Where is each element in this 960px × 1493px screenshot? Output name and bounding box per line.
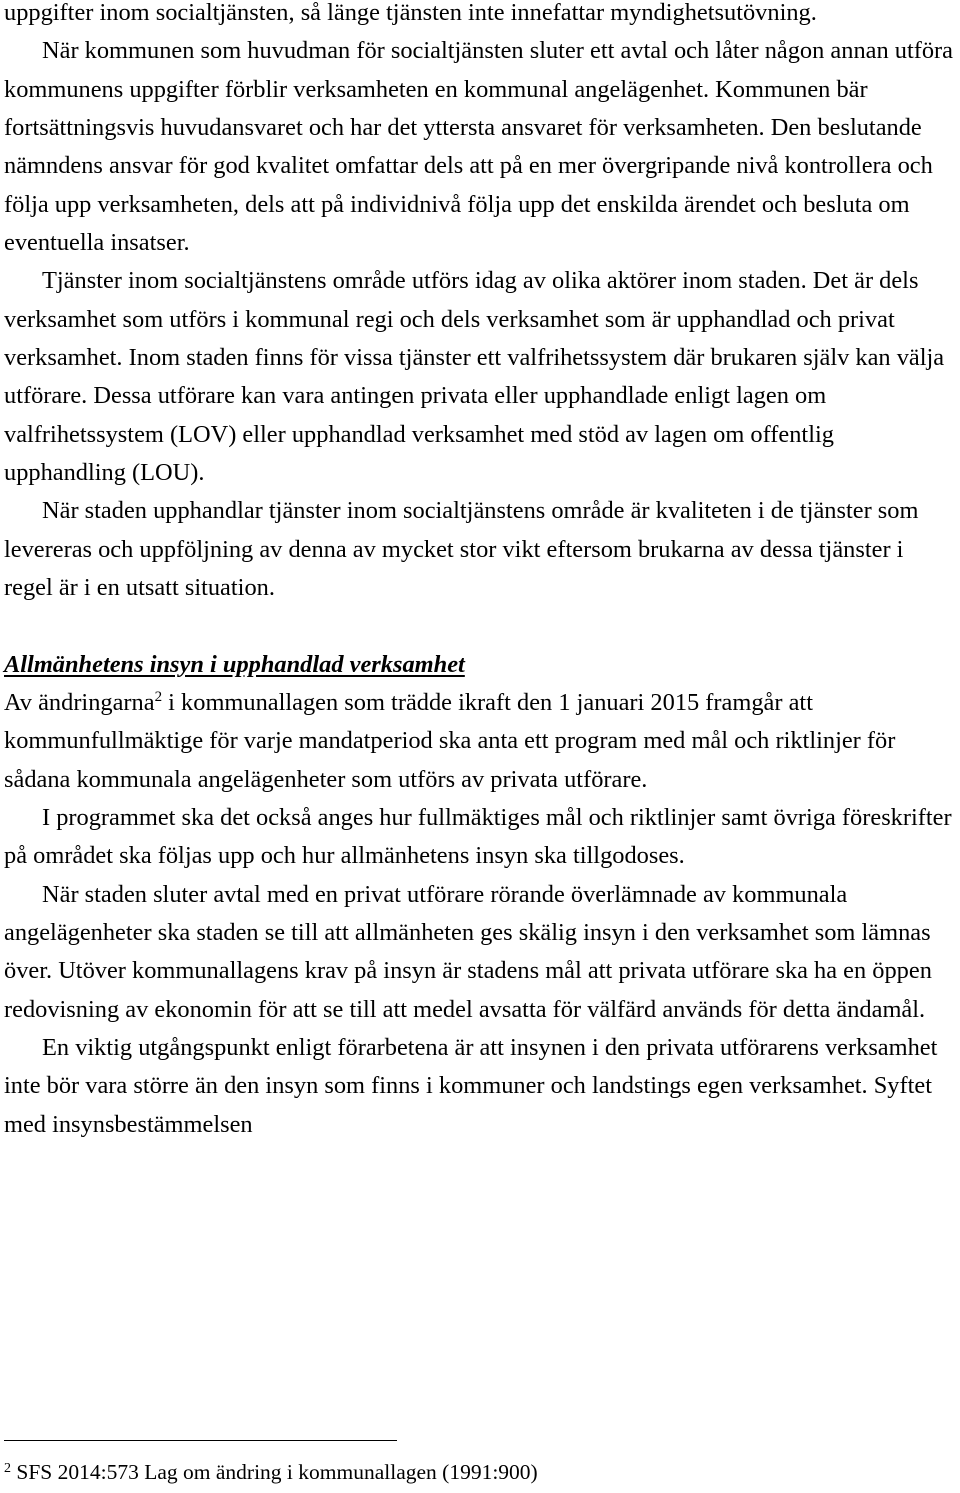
paragraph: I programmet ska det också anges hur fullmäktiges mål och riktlinjer samt övriga föreskrifter på området ska följas upp och hur allmänhetens insyn ska tillgodoses. [4, 803, 952, 870]
footnote-reference: 2 [154, 688, 163, 705]
paragraph: När kommunen som huvudman för socialtjänsten sluter ett avtal och låter någon annan utföra kommunens uppgifter förblir verksamheten en kommunal angelägenhet. Kommunen bär fortsättningsvis huvudansvaret och har det yttersta ansvaret för verksamheten. Den beslutande nämndens ansvar för god kvalitet omfattar dels att på en mer övergripande nivå kontrollera och följa upp verksamheten, dels att på individnivå följa upp det enskilda ärendet och besluta om eventuella insatser. [4, 37, 953, 257]
footnote [4, 1458, 944, 1486]
document-page [4, 0, 956, 1144]
paragraph: En viktig utgångspunkt enligt förarbetena är att insynen i den privata utförarens verksamhet inte bör vara större än den insyn som finns i kommuner och landstings egen verksamhet. Syftet med insynsbestämmelsen [4, 1033, 938, 1138]
footnote-number: 2 [4, 1461, 11, 1476]
paragraph [4, 684, 956, 799]
paragraph-text: i kommunallagen som trädde ikraft den 1 januari 2015 framgår att kommunfullmäktige för varje mandatperiod ska anta ett program med mål och riktlinjer för sådana kommunala angelägenheter som utförs av privata utförare. [4, 688, 896, 793]
paragraph: Tjänster inom socialtjänstens område utförs idag av olika aktörer inom staden. Det är dels verksamhet som utförs i kommunal regi och dels verksamhet som är upphandlad och privat verksamhet. Inom staden finns för vissa tjänster ett valfrihetssystem där brukaren själv kan välja utförare. Dessa utförare kan vara antingen privata eller upphandlade enligt lagen om valfrihetssystem (LOV) eller upphandlad verksamhet med stöd av lagen om offentlig upphandling (LOU). [4, 267, 945, 487]
footnote-separator [4, 1440, 397, 1441]
paragraph: uppgifter inom socialtjänsten, så länge tjänsten inte innefattar myndighetsutövning. [4, 0, 817, 26]
paragraph: När staden sluter avtal med en privat utförare rörande överlämnade av kommunala angelägenheter ska staden se till att allmänheten ges skälig insyn i den verksamhet som lämnas över. Utöver kommunallagens krav på insyn är stadens mål att privata utförare ska ha en öppen redovisning av ekonomin för att se till att medel avsatta för välfärd används för detta ändamål. [4, 880, 932, 1023]
section-heading: Allmänhetens insyn i upphandlad verksamhet [4, 650, 465, 678]
paragraph-text: Av ändringarna [4, 688, 155, 716]
footnote-text: SFS 2014:573 Lag om ändring i kommunallagen (1991:900) [11, 1460, 538, 1484]
paragraph: När staden upphandlar tjänster inom socialtjänstens område är kvaliteten i de tjänster som levereras och uppföljning av denna av mycket stor vikt eftersom brukarna av dessa tjänster i regel är i en utsatt situation. [4, 497, 919, 602]
